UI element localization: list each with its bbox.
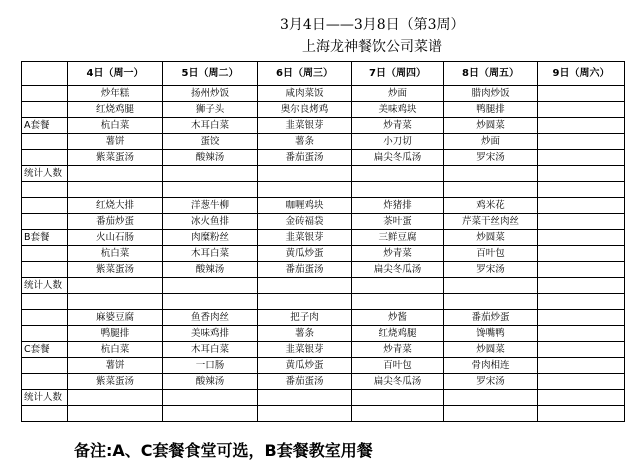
blank-cell: [444, 406, 538, 422]
stat-label: 统计人数: [22, 166, 68, 182]
menu-cell: 薯条: [258, 326, 352, 342]
menu-cell: [538, 326, 625, 342]
menu-cell: 木耳白菜: [163, 118, 258, 134]
day-header: 8日（周五）: [444, 62, 538, 86]
menu-cell: 薯饼: [68, 358, 163, 374]
menu-cell: 咸肉菜饭: [258, 86, 352, 102]
menu-cell: 杭白菜: [68, 246, 163, 262]
menu-cell: 酸辣汤: [163, 374, 258, 390]
menu-cell: 韭菜银芽: [258, 230, 352, 246]
menu-cell: [538, 246, 625, 262]
menu-cell: 炒酱: [352, 310, 444, 326]
stat-cell: [258, 166, 352, 182]
menu-cell: 肉糜粉丝: [163, 230, 258, 246]
menu-cell: [538, 374, 625, 390]
menu-cell: 罗宋汤: [444, 150, 538, 166]
section-label: [22, 214, 68, 230]
date-range-title: 3月4日——3月8日（第3周）: [280, 17, 465, 33]
menu-cell: 炒面: [352, 86, 444, 102]
blank-cell: [538, 406, 625, 422]
menu-cell: 金砖福袋: [258, 214, 352, 230]
menu-cell: [538, 118, 625, 134]
section-label: [22, 198, 68, 214]
blank-cell: [68, 406, 163, 422]
menu-cell: 番茄炒蛋: [444, 310, 538, 326]
blank-cell: [163, 294, 258, 310]
menu-cell: 把子肉: [258, 310, 352, 326]
section-label: [22, 262, 68, 278]
menu-cell: 百叶包: [352, 358, 444, 374]
stat-cell: [352, 278, 444, 294]
menu-cell: 鸭腿排: [68, 326, 163, 342]
menu-cell: 紫菜蛋汤: [68, 262, 163, 278]
menu-cell: 茶叶蛋: [352, 214, 444, 230]
blank-cell: [22, 182, 68, 198]
stat-row: [22, 278, 625, 294]
blank-row: [22, 406, 625, 422]
blank-cell: [258, 406, 352, 422]
menu-cell: 小刀切: [352, 134, 444, 150]
menu-cell: 炒圆菜: [444, 230, 538, 246]
stat-cell: [68, 278, 163, 294]
menu-cell: [538, 230, 625, 246]
stat-cell: [538, 166, 625, 182]
menu-cell: 炒圆菜: [444, 342, 538, 358]
section-label: [22, 374, 68, 390]
menu-cell: 美味鸡排: [163, 326, 258, 342]
stat-cell: [68, 390, 163, 406]
stat-cell: [163, 278, 258, 294]
menu-cell: 洋葱牛柳: [163, 198, 258, 214]
blank-cell: [163, 406, 258, 422]
menu-cell: 番茄炒蛋: [68, 214, 163, 230]
row-label-cell: [22, 86, 68, 102]
menu-cell: 炒面: [444, 134, 538, 150]
menu-cell: 腊肉炒饭: [444, 86, 538, 102]
table-row: [22, 262, 625, 278]
menu-cell: 薯条: [258, 134, 352, 150]
blank-cell: [258, 294, 352, 310]
menu-cell: 黄瓜炒蛋: [258, 358, 352, 374]
menu-cell: [538, 214, 625, 230]
menu-cell: 扬州炒饭: [163, 86, 258, 102]
stat-cell: [444, 390, 538, 406]
menu-cell: 罗宋汤: [444, 262, 538, 278]
blank-cell: [22, 294, 68, 310]
table-row: [22, 310, 625, 326]
menu-cell: 番茄蛋汤: [258, 374, 352, 390]
menu-cell: 扁尖冬瓜汤: [352, 374, 444, 390]
menu-cell: [538, 342, 625, 358]
stat-cell: [538, 390, 625, 406]
section-label: [22, 102, 68, 118]
menu-cell: 罗宋汤: [444, 374, 538, 390]
menu-cell: 一口肠: [163, 358, 258, 374]
menu-cell: 扁尖冬瓜汤: [352, 262, 444, 278]
blank-cell: [352, 182, 444, 198]
menu-cell: 木耳白菜: [163, 342, 258, 358]
menu-cell: [538, 150, 625, 166]
menu-cell: 咖喱鸡块: [258, 198, 352, 214]
stat-cell: [163, 390, 258, 406]
day-header: 9日（周六）: [538, 62, 625, 86]
menu-cell: 红烧鸡腿: [68, 102, 163, 118]
menu-cell: 杭白菜: [68, 342, 163, 358]
weekly-menu-table: [21, 61, 625, 422]
stat-cell: [352, 390, 444, 406]
menu-cell: 狮子头: [163, 102, 258, 118]
stat-row: [22, 166, 625, 182]
table-row: [22, 342, 625, 358]
table-row: [22, 134, 625, 150]
blank-cell: [22, 406, 68, 422]
menu-cell: 木耳白菜: [163, 246, 258, 262]
stat-row: [22, 390, 625, 406]
blank-cell: [352, 406, 444, 422]
menu-cell: 炒青菜: [352, 118, 444, 134]
menu-cell: 火山石肠: [68, 230, 163, 246]
table-row: [22, 246, 625, 262]
footer-note: 备注:A、C套餐食堂可选，B套餐教室用餐: [74, 441, 373, 460]
menu-cell: 紫菜蛋汤: [68, 374, 163, 390]
menu-cell: 鱼香肉丝: [163, 310, 258, 326]
menu-cell: 扁尖冬瓜汤: [352, 150, 444, 166]
menu-cell: 黄瓜炒蛋: [258, 246, 352, 262]
corner-cell: [22, 62, 68, 86]
menu-cell: 麻婆豆腐: [68, 310, 163, 326]
menu-cell: 骨肉相连: [444, 358, 538, 374]
menu-cell: 薯饼: [68, 134, 163, 150]
day-header: 6日（周三）: [258, 62, 352, 86]
blank-cell: [538, 182, 625, 198]
blank-cell: [444, 182, 538, 198]
menu-cell: 蛋饺: [163, 134, 258, 150]
section-label: [22, 134, 68, 150]
table-row: [22, 214, 625, 230]
menu-cell: 美味鸡块: [352, 102, 444, 118]
stat-cell: [163, 166, 258, 182]
day-header: 7日（周四）: [352, 62, 444, 86]
menu-cell: 馋嘴鸭: [444, 326, 538, 342]
menu-cell: [538, 86, 625, 102]
menu-cell: 番茄蛋汤: [258, 150, 352, 166]
blank-cell: [68, 294, 163, 310]
table-header-row: [22, 62, 625, 86]
menu-cell: 韭菜银芽: [258, 342, 352, 358]
menu-cell: 炒青菜: [352, 342, 444, 358]
day-header: 4日（周一）: [68, 62, 163, 86]
blank-cell: [163, 182, 258, 198]
blank-cell: [68, 182, 163, 198]
menu-cell: 炒青菜: [352, 246, 444, 262]
menu-cell: 奥尔良烤鸡: [258, 102, 352, 118]
menu-cell: 杭白菜: [68, 118, 163, 134]
table-row: [22, 118, 625, 134]
blank-cell: [352, 294, 444, 310]
section-label: [22, 326, 68, 342]
menu-title: 上海龙神餐饮公司菜谱: [302, 39, 442, 55]
section-label: [22, 358, 68, 374]
menu-cell: 韭菜银芽: [258, 118, 352, 134]
section-label: [22, 246, 68, 262]
table-row: [22, 374, 625, 390]
menu-cell: 百叶包: [444, 246, 538, 262]
table-row: [22, 326, 625, 342]
menu-cell: 炸猪排: [352, 198, 444, 214]
stat-cell: [444, 278, 538, 294]
section-label: B套餐: [22, 230, 68, 246]
menu-cell: [538, 262, 625, 278]
table-row: [22, 86, 625, 102]
table-row: [22, 230, 625, 246]
blank-cell: [538, 294, 625, 310]
table-row: [22, 358, 625, 374]
menu-table-body: [22, 62, 625, 422]
menu-cell: 紫菜蛋汤: [68, 150, 163, 166]
stat-label: 统计人数: [22, 278, 68, 294]
menu-cell: 冰火鱼排: [163, 214, 258, 230]
day-header: 5日（周二）: [163, 62, 258, 86]
blank-row: [22, 182, 625, 198]
menu-cell: 鸡米花: [444, 198, 538, 214]
section-label: [22, 150, 68, 166]
stat-cell: [444, 166, 538, 182]
stat-cell: [352, 166, 444, 182]
menu-cell: 芹菜干丝肉丝: [444, 214, 538, 230]
menu-cell: 番茄蛋汤: [258, 262, 352, 278]
table-row: [22, 198, 625, 214]
blank-cell: [444, 294, 538, 310]
menu-cell: [538, 134, 625, 150]
menu-cell: 红烧鸡腿: [352, 326, 444, 342]
menu-cell: [538, 198, 625, 214]
stat-cell: [538, 278, 625, 294]
table-row: [22, 102, 625, 118]
menu-cell: [538, 310, 625, 326]
menu-cell: 三鲜豆腐: [352, 230, 444, 246]
menu-cell: 鸭腿排: [444, 102, 538, 118]
menu-cell: 红烧大排: [68, 198, 163, 214]
stat-cell: [258, 278, 352, 294]
menu-cell: 酸辣汤: [163, 150, 258, 166]
section-label: [22, 310, 68, 326]
menu-cell: [538, 358, 625, 374]
stat-cell: [258, 390, 352, 406]
stat-cell: [68, 166, 163, 182]
menu-cell: 炒圆菜: [444, 118, 538, 134]
menu-cell: 炒年糕: [68, 86, 163, 102]
section-label: A套餐: [22, 118, 68, 134]
menu-cell: [538, 102, 625, 118]
blank-cell: [258, 182, 352, 198]
section-label: C套餐: [22, 342, 68, 358]
stat-label: 统计人数: [22, 390, 68, 406]
menu-cell: 酸辣汤: [163, 262, 258, 278]
blank-row: [22, 294, 625, 310]
table-row: [22, 150, 625, 166]
